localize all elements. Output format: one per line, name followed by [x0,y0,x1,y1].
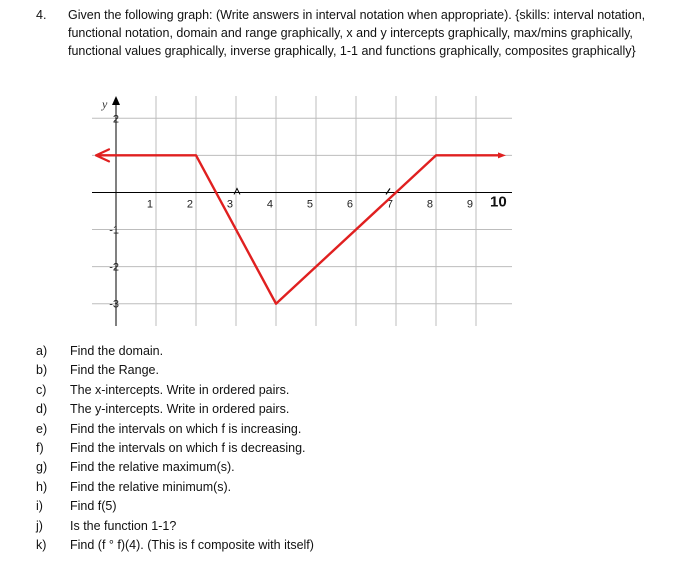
tick-labels [109,113,473,310]
x-tick-label: 6 [346,198,353,211]
y-tick-label: 2 [112,113,119,126]
question-text: Find the intervals on which f is decreasing. [70,440,306,455]
question-list [36,342,636,555]
question-item [36,400,636,419]
question-letter: d) [36,402,48,417]
grid [92,96,512,326]
question-letter: j) [36,518,43,533]
question-letter: f) [36,440,44,455]
question-item [36,536,636,555]
y-axis-arrow [112,96,120,105]
y-tick-label: -1 [109,224,119,237]
question-letter: c) [36,382,47,397]
question-letter: k) [36,537,47,552]
x-tick-label: 4 [266,198,273,211]
question-letter: g) [36,460,48,475]
x-tick-label: 7 [386,198,393,211]
problem-text: Given the following graph: (Write answers in interval notation when appropriate). {skills: interval notation, functional notation, domain and range graphically, x and y intercepts graphically, max/mins graphically, functional values graphically, inverse graphically, 1-1 and functions graphically, composites graphically} [68,8,646,58]
question-letter: i) [36,499,43,514]
function-graph [92,96,512,326]
handwritten-annotation: 10 [490,193,507,211]
question-text: Find f(5) [70,499,117,514]
x-tick-label: 5 [306,198,313,211]
right-end-arrow [498,152,506,158]
question-item [36,478,636,497]
question-text: Find (f ° f)(4). (This is f composite with itself) [70,537,314,552]
question-text: The y-intercepts. Write in ordered pairs. [70,402,290,417]
question-text: The x-intercepts. Write in ordered pairs. [70,382,290,397]
x-tick-label: 2 [186,198,193,211]
x-tick-label: 3 [226,198,233,211]
y-tick-label: -2 [109,261,119,274]
x-tick-label: 8 [426,198,433,211]
question-item [36,439,636,458]
x-tick-label: 9 [466,198,473,211]
y-axis-label: y [102,97,108,111]
question-letter: e) [36,421,48,436]
question-item [36,361,636,380]
x-tick-label: 1 [146,198,153,211]
question-text: Find the domain. [70,344,164,358]
question-letter: b) [36,363,48,378]
question-text: Find the Range. [70,363,159,378]
question-item [36,381,636,400]
question-letter: h) [36,479,48,494]
question-letter: a) [36,344,48,358]
question-text: Find the intervals on which f is increasing. [70,421,302,436]
annotation [490,193,507,210]
question-text: Find the relative minimum(s). [70,479,232,494]
series [96,149,506,303]
question-item [36,342,636,361]
question-item [36,497,636,516]
axis-crossing-mark [386,188,390,194]
question-item [36,458,636,477]
axes [92,96,512,326]
graph-svg [92,96,512,326]
axis-crossing-mark [234,188,240,194]
problem-number: 4. [36,8,47,22]
y-tick-label: -3 [109,298,119,311]
question-item [36,517,636,536]
question-item [36,420,636,439]
question-text: Is the function 1-1? [70,518,177,533]
question-text: Find the relative maximum(s). [70,460,235,475]
